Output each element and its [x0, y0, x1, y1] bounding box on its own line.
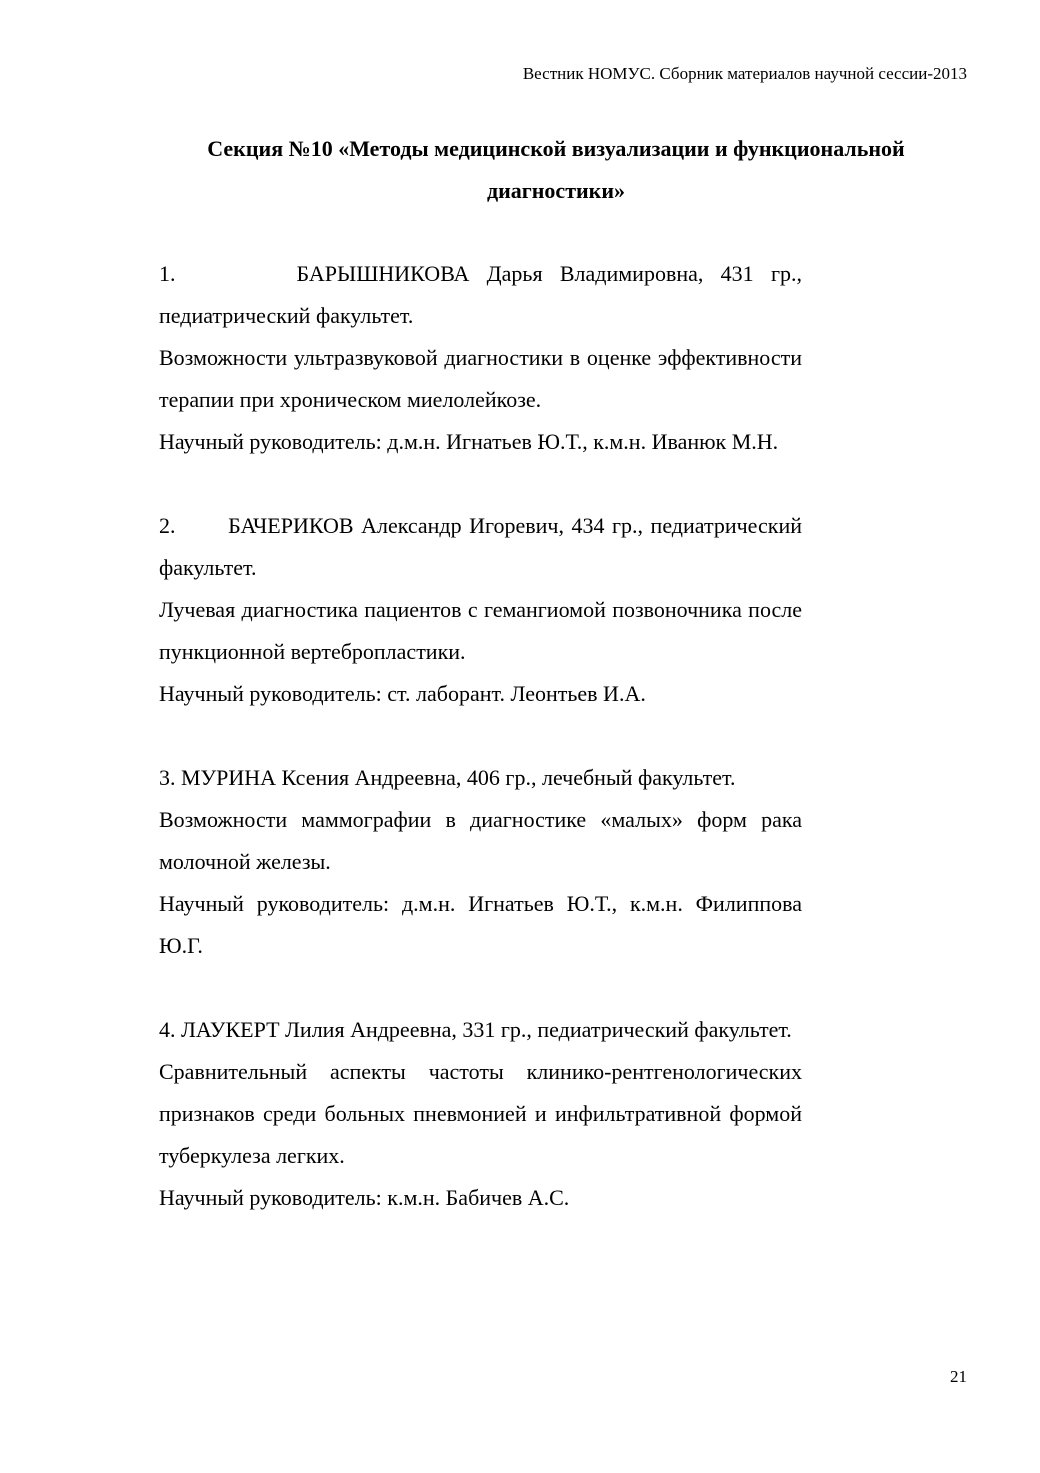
list-item [159, 1009, 802, 1219]
entry-author: 1. БАРЫШНИКОВА Дарья Владимировна, 431 гр., педиатрический факультет. [159, 261, 802, 328]
entry-author: 4. ЛАУКЕРТ Лилия Андреевна, 331 гр., педиатрический факультет. [159, 1017, 792, 1042]
entry-author: 3. МУРИНА Ксения Андреевна, 406 гр., лечебный факультет. [159, 765, 736, 790]
list-item [159, 757, 802, 967]
entry-topic: Лучевая диагностика пациентов с гемангиомой позвоночника после пункционной вертебропластики. [159, 597, 802, 664]
entry-supervisor: Научный руководитель: к.м.н. Бабичев А.С. [159, 1185, 570, 1210]
entry-topic: Сравнительный аспекты частоты клинико-рентгенологических признаков среди больных пневмонией и инфильтративной формой туберкулеза легких. [159, 1059, 802, 1168]
entry-supervisor: Научный руководитель: д.м.н. Игнатьев Ю.Т., к.м.н. Филиппова Ю.Г. [159, 891, 802, 958]
section-title: Секция №10 «Методы медицинской визуализации и функциональной диагностики» [207, 136, 905, 203]
entry-author: 2. БАЧЕРИКОВ Александр Игоревич, 434 гр., педиатрический факультет. [159, 513, 802, 580]
entry-topic: Возможности ультразвуковой диагностики в оценке эффективности терапии при хроническом миелолейкозе. [159, 345, 802, 412]
list-item [159, 505, 802, 715]
page-number: 21 [950, 1367, 967, 1386]
running-header: Вестник НОМУС. Сборник материалов научной сессии-2013 [522, 64, 967, 83]
list-item [159, 253, 802, 463]
entry-supervisor: Научный руководитель: ст. лаборант. Леонтьев И.А. [159, 681, 646, 706]
entries-list [159, 253, 802, 1219]
entry-topic: Возможности маммографии в диагностике «малых» форм рака молочной железы. [159, 807, 802, 874]
entry-supervisor: Научный руководитель: д.м.н. Игнатьев Ю.Т., к.м.н. Иванюк М.Н. [159, 429, 779, 454]
